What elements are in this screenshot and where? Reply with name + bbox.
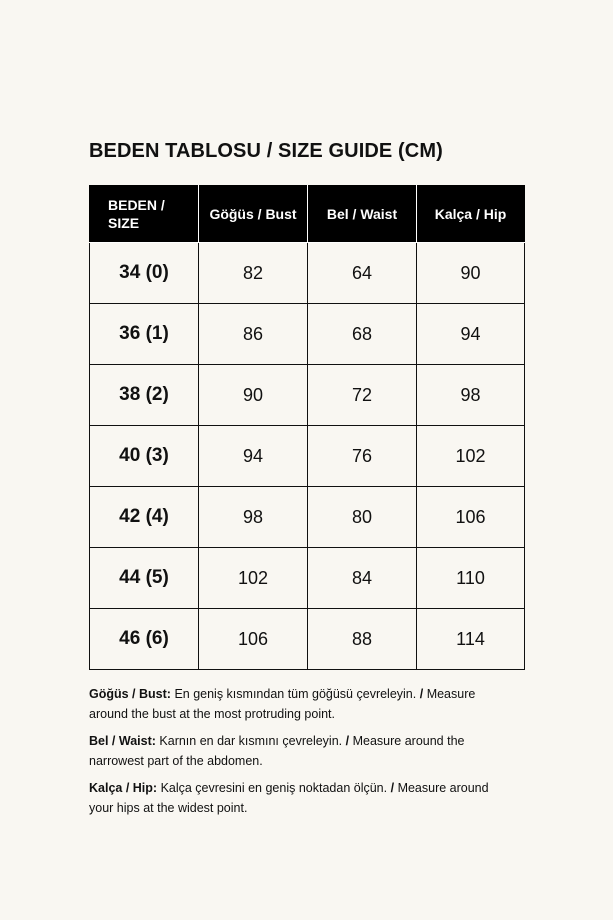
hip-cell: 102 [417,426,525,487]
note-bust-en: Measure around the bust at the most protruding point. [89,687,476,721]
note-bust-tr: En geniş kısmından tüm göğüsü çevreleyin. [174,687,417,701]
size-cell: 42 (4) [90,487,199,548]
waist-cell: 88 [308,609,417,670]
note-hip-tr: Kalça çevresini en geniş noktadan ölçün. [160,781,388,795]
note-waist-tr: Karnın en dar kısmını çevreleyin. [159,734,343,748]
note-bust-sep: / [419,687,424,701]
waist-cell: 84 [308,548,417,609]
note-hip-label: Kalça / Hip: [89,781,158,795]
bust-cell: 106 [199,609,308,670]
note-waist-label: Bel / Waist: [89,734,156,748]
hip-cell: 106 [417,487,525,548]
header-waist: Bel / Waist [308,186,417,243]
table-row [90,365,525,426]
header-size [90,186,199,243]
measurement-notes [89,684,489,825]
table-row [90,487,525,548]
note-hip [89,778,489,818]
note-bust [89,684,489,724]
header-hip: Kalça / Hip [417,186,525,243]
bust-cell: 94 [199,426,308,487]
hip-cell: 98 [417,365,525,426]
size-cell: 38 (2) [90,365,199,426]
size-cell: 44 (5) [90,548,199,609]
note-bust-label: Göğüs / Bust: [89,687,171,701]
table-row [90,548,525,609]
bust-cell: 86 [199,304,308,365]
size-cell: 36 (1) [90,304,199,365]
note-hip-sep: / [390,781,395,795]
hip-cell: 114 [417,609,525,670]
bust-cell: 98 [199,487,308,548]
bust-cell: 90 [199,365,308,426]
note-waist-sep: / [345,734,350,748]
waist-cell: 76 [308,426,417,487]
table-row [90,243,525,304]
hip-cell: 94 [417,304,525,365]
size-cell: 34 (0) [90,243,199,304]
size-cell: 46 (6) [90,609,199,670]
waist-cell: 80 [308,487,417,548]
waist-cell: 68 [308,304,417,365]
table-row [90,426,525,487]
waist-cell: 72 [308,365,417,426]
note-waist-en: Measure around the narrowest part of the abdomen. [89,734,465,768]
bust-cell: 102 [199,548,308,609]
hip-cell: 90 [417,243,525,304]
header-size-line2: SIZE [108,215,140,231]
hip-cell: 110 [417,548,525,609]
page-title: BEDEN TABLOSU / SIZE GUIDE (CM) [89,140,443,162]
waist-cell: 64 [308,243,417,304]
note-hip-en: Measure around your hips at the widest point. [89,781,489,815]
size-table [89,185,525,670]
note-waist [89,731,489,771]
table-row [90,609,525,670]
header-bust: Göğüs / Bust [199,186,308,243]
table-row [90,304,525,365]
table-header-row [90,186,525,243]
header-size-line1: BEDEN / [108,197,165,213]
bust-cell: 82 [199,243,308,304]
size-cell: 40 (3) [90,426,199,487]
